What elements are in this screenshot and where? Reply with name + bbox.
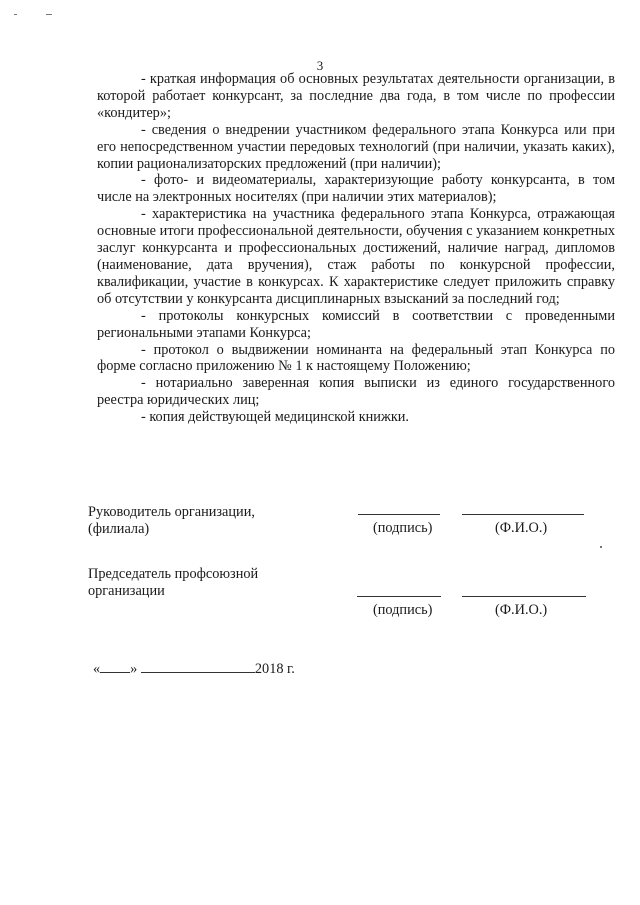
union-signature-line xyxy=(357,596,441,597)
scan-mark xyxy=(600,546,602,548)
list-item: - характеристика на участника федерального этапа Конкурса, отражающая основные итоги профессиональной деятельности, обучения с указанием конкретных заслуг конкурсанта и профессиональных достижений, наличие наград, дипломов (наименование, дата вручения), стаж работы по конкурсной профессии, квалификации, участие в конкурсах. К характеристике следует приложить справку об отсутствии у конкурсанта дисциплинарных взысканий за последний год; xyxy=(97,206,615,307)
list-item: - краткая информация об основных результатах деятельности организации, в которой работает конкурсант, за последние два года, в том числе по профессии «кондитер»; xyxy=(97,71,615,121)
union-signature-label xyxy=(88,566,258,600)
date-year: 2018 г. xyxy=(254,661,295,677)
document-body xyxy=(97,71,615,426)
union-signature-caption: (подпись) xyxy=(373,602,433,618)
union-name-caption: (Ф.И.О.) xyxy=(495,602,548,618)
union-title-line2: организации xyxy=(88,583,165,599)
date-month-blank xyxy=(141,658,255,673)
scan-mark xyxy=(46,14,52,15)
list-item: - протокол о выдвижении номинанта на федеральный этап Конкурса по форме согласно приложению № 1 к настоящему Положению; xyxy=(97,341,615,375)
union-title-line1: Председатель профсоюзной xyxy=(88,566,259,582)
date-day-blank xyxy=(100,658,130,673)
head-title-line2: (филиала) xyxy=(88,521,150,537)
list-item: - фото- и видеоматериалы, характеризующие работу конкурсанта, в том числе на электронных носителях (при наличии этих материалов); xyxy=(97,172,615,206)
date-open-quote: « xyxy=(93,661,101,677)
union-name-line xyxy=(462,596,586,597)
date-close-quote: » xyxy=(130,661,138,677)
head-name-caption: (Ф.И.О.) xyxy=(495,520,548,536)
list-item: - нотариально заверенная копия выписки из единого государственного реестра юридических лиц; xyxy=(97,375,615,409)
list-item: - протоколы конкурсных комиссий в соответствии с проведенными региональными этапами Конкурса; xyxy=(97,307,615,341)
page-number: 3 xyxy=(316,58,324,73)
date-line xyxy=(93,658,295,678)
list-item: - копия действующей медицинской книжки. xyxy=(141,409,410,426)
head-signature-label xyxy=(88,504,255,538)
list-item: - сведения о внедрении участником федерального этапа Конкурса или при его непосредственном участии передовых технологий (при наличии, указать каких), копии рационализаторских предложений (при наличии); xyxy=(97,121,615,172)
head-signature-caption: (подпись) xyxy=(373,520,433,536)
head-name-line xyxy=(462,514,584,515)
scan-mark xyxy=(14,14,17,15)
head-title-line1: Руководитель организации, xyxy=(88,504,255,520)
head-signature-line xyxy=(358,514,440,515)
